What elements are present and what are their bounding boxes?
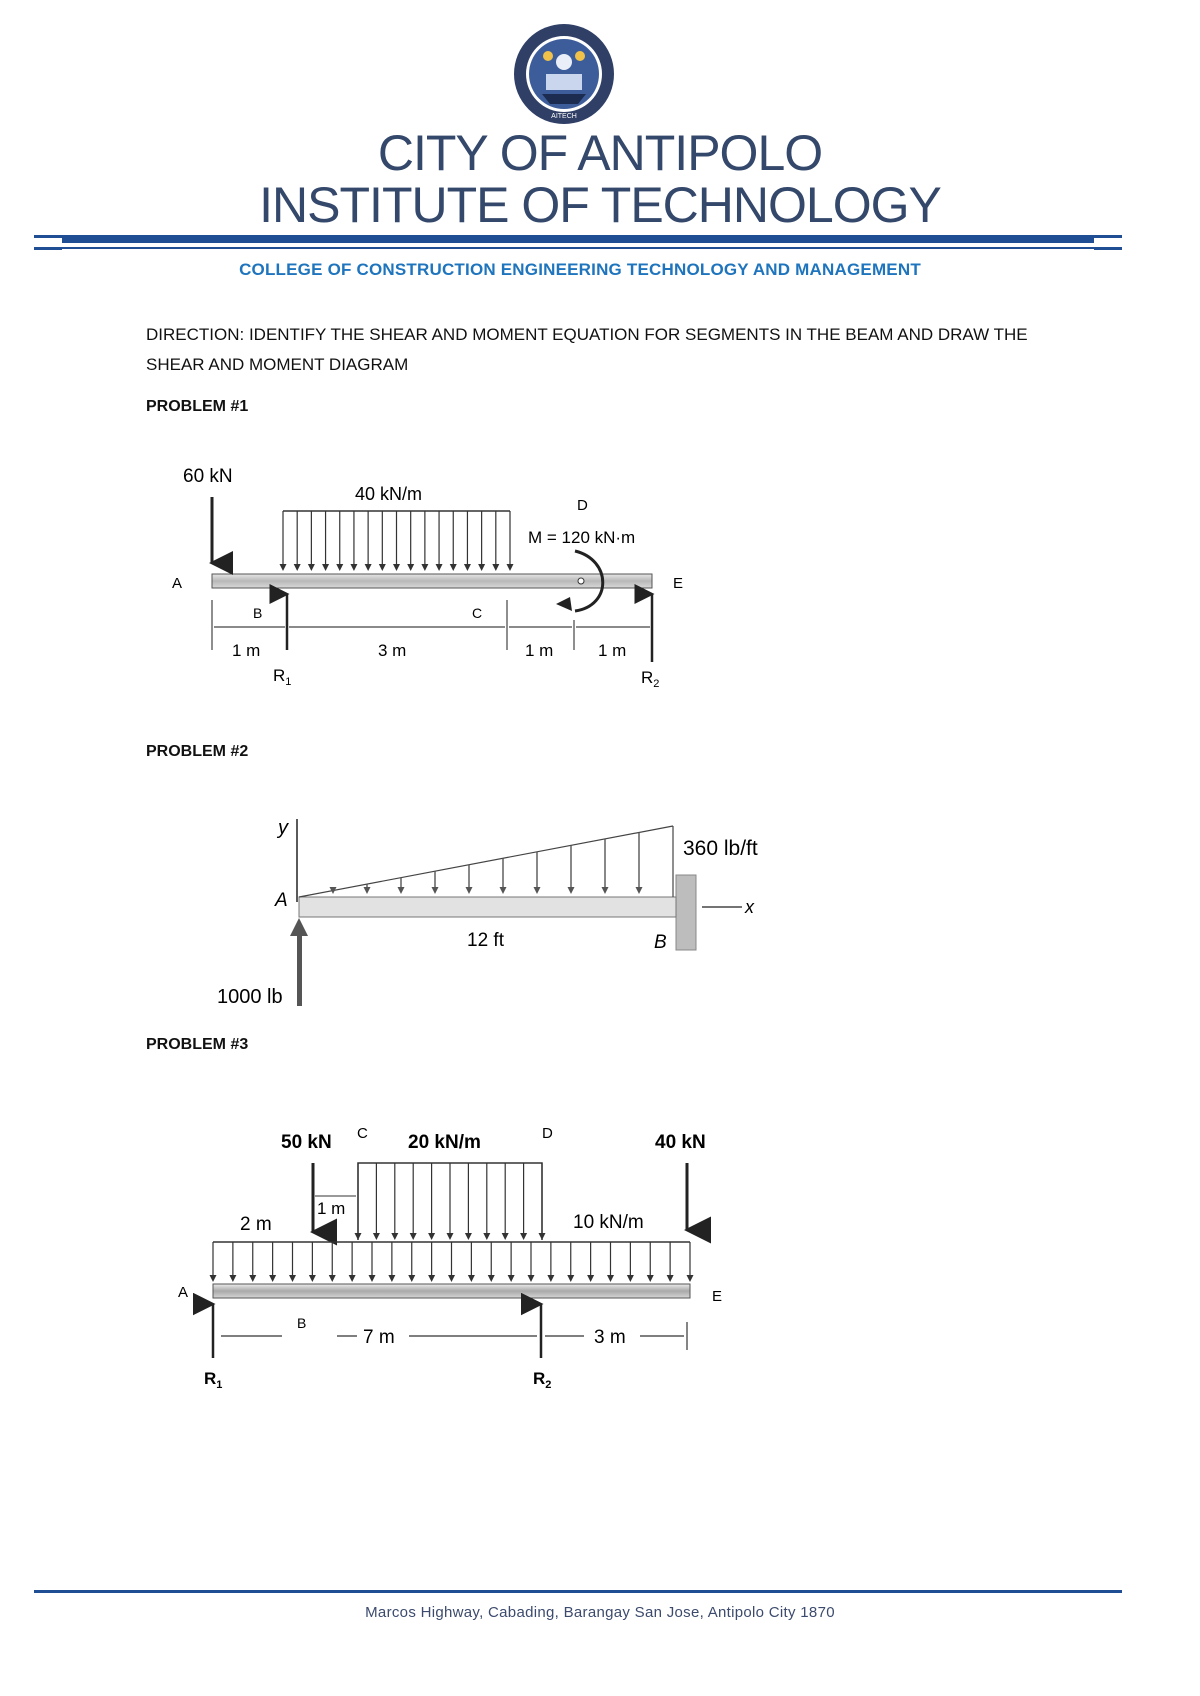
- triangular-load-arrows: [330, 832, 643, 894]
- fixed-wall: [676, 875, 696, 950]
- problem-3-title: PROBLEM #3: [146, 1036, 249, 1053]
- point-c-label: C: [472, 605, 483, 621]
- load-arrowhead: [294, 564, 301, 571]
- reaction-r1-label: $R_1$: [204, 1369, 223, 1391]
- udl-20-label: 20 kN/m: [408, 1132, 481, 1153]
- load-arrowhead: [379, 564, 386, 571]
- load-arrowhead: [534, 887, 541, 894]
- load-arrowhead: [391, 1233, 398, 1240]
- load-arrowhead: [464, 564, 471, 571]
- dim-1m-a: 1 m: [232, 641, 261, 660]
- span-3m: 3 m: [594, 1327, 626, 1348]
- load-arrowhead: [210, 1275, 217, 1282]
- load-arrowhead: [369, 1275, 376, 1282]
- load-arrowhead: [528, 1275, 535, 1282]
- reaction-r2-label: $R_2$: [641, 668, 660, 690]
- load-arrowhead: [398, 887, 405, 894]
- load-arrowhead: [667, 1275, 674, 1282]
- load-40kn-label: 40 kN: [655, 1132, 706, 1153]
- load-arrowhead: [488, 1275, 495, 1282]
- direction-text: DIRECTION: IDENTIFY THE SHEAR AND MOMENT EQUATION FOR SEGMENTS IN THE BEAM AND DRAW THE SHEAR AND MOMENT DIAGRAM: [146, 325, 1028, 374]
- load-arrowhead: [322, 564, 329, 571]
- udl-arrows: [280, 511, 514, 571]
- load-arrowhead: [468, 1275, 475, 1282]
- beam-1: [212, 574, 652, 588]
- seal-abbrev: AITECH: [551, 113, 577, 120]
- load-arrowhead: [249, 1275, 256, 1282]
- load-arrowhead: [539, 1233, 546, 1240]
- load-arrowhead: [547, 1275, 554, 1282]
- load-arrowhead: [466, 887, 473, 894]
- load-arrowhead: [568, 887, 575, 894]
- load-arrowhead: [410, 1233, 417, 1240]
- load-arrowhead: [349, 1275, 356, 1282]
- dim-1m: 1 m: [317, 1199, 346, 1218]
- load-arrowhead: [428, 1233, 435, 1240]
- dim-2m: 2 m: [240, 1214, 272, 1235]
- reaction-r2-label: $R_2$: [533, 1369, 552, 1391]
- load-arrowhead: [478, 564, 485, 571]
- point-e-label: E: [712, 1288, 723, 1305]
- dim-3m: 3 m: [378, 641, 407, 660]
- load-arrowhead: [428, 1275, 435, 1282]
- load-arrowhead: [636, 887, 643, 894]
- load-arrowhead: [502, 1233, 509, 1240]
- moment-label: M = 120 kN·m: [528, 528, 636, 547]
- point-c-label: C: [357, 1125, 368, 1142]
- load-arrowhead: [507, 564, 514, 571]
- point-a-label: A: [178, 1284, 189, 1301]
- beam-3: [213, 1284, 690, 1298]
- load-arrowhead: [350, 564, 357, 571]
- load-arrowhead: [627, 1275, 634, 1282]
- load-arrowhead: [447, 1233, 454, 1240]
- load-arrowhead: [289, 1275, 296, 1282]
- college-name: COLLEGE OF CONSTRUCTION ENGINEERING TECHNOLOGY AND MANAGEMENT: [239, 260, 921, 279]
- point-e-label: E: [673, 575, 684, 592]
- institution-line-1: CITY OF ANTIPOLO: [377, 125, 823, 181]
- load-60kn-label: 60 kN: [183, 466, 233, 487]
- reaction-r1-label: $R_1$: [273, 666, 292, 688]
- footer-address: Marcos Highway, Cabading, Barangay San Jose, Antipolo City 1870: [365, 1604, 835, 1621]
- load-arrowhead: [483, 1233, 490, 1240]
- load-arrowhead: [647, 1275, 654, 1282]
- load-arrowhead: [280, 564, 287, 571]
- header-rule: [34, 235, 1122, 243]
- load-arrowhead: [432, 887, 439, 894]
- header-rule-cap-right: [1094, 235, 1122, 251]
- point-b-label: B: [297, 1315, 307, 1331]
- load-arrowhead: [607, 1275, 614, 1282]
- reaction-arrow-shaft: [297, 934, 302, 1006]
- load-arrowhead: [364, 887, 371, 894]
- point-a-label: A: [172, 575, 183, 592]
- load-arrowhead: [393, 564, 400, 571]
- load-50kn-label: 50 kN: [281, 1132, 332, 1153]
- load-arrowhead: [567, 1275, 574, 1282]
- dist-load-label: 40 kN/m: [355, 484, 423, 504]
- point-d-label: D: [577, 497, 588, 514]
- load-arrowhead: [500, 887, 507, 894]
- problem-2-title: PROBLEM #2: [146, 743, 249, 760]
- udl-10-label: 10 kN/m: [573, 1212, 644, 1233]
- load-arrowhead: [365, 564, 372, 571]
- y-axis-label: y: [278, 817, 288, 839]
- load-arrowhead: [508, 1275, 515, 1282]
- x-axis-label: x: [745, 897, 754, 917]
- problem-1-title: PROBLEM #1: [146, 398, 249, 415]
- load-arrowhead: [421, 564, 428, 571]
- load-arrowhead: [229, 1275, 236, 1282]
- load-arrowhead: [465, 1233, 472, 1240]
- load-arrowhead: [308, 564, 315, 571]
- reaction-label: 1000 lb: [217, 986, 283, 1008]
- dim-1m-c: 1 m: [598, 641, 627, 660]
- load-arrowhead: [492, 564, 499, 571]
- beam-2: [299, 897, 676, 917]
- problem-3-beam-diagram: [160, 1110, 740, 1400]
- load-arrowhead: [336, 564, 343, 571]
- udl-20-arrows: [355, 1163, 546, 1240]
- load-arrowhead: [436, 564, 443, 571]
- load-arrowhead: [450, 564, 457, 571]
- load-arrowhead: [309, 1275, 316, 1282]
- span-7m: 7 m: [363, 1327, 395, 1348]
- load-arrowhead: [355, 1233, 362, 1240]
- problem-1-beam-diagram: [150, 455, 710, 695]
- load-arrowhead: [388, 1275, 395, 1282]
- load-arrowhead: [373, 1233, 380, 1240]
- institution-line-2: INSTITUTE OF TECHNOLOGY: [259, 177, 941, 233]
- institution-name: [0, 125, 1200, 233]
- load-arrowhead: [520, 1233, 527, 1240]
- point-b-label: B: [654, 932, 667, 953]
- footer-rule: [34, 1590, 1122, 1593]
- load-arrowhead: [408, 1275, 415, 1282]
- header-rule-thin: [34, 247, 1122, 249]
- span-label: 12 ft: [467, 930, 504, 951]
- load-arrowhead: [602, 887, 609, 894]
- load-arrowhead: [448, 1275, 455, 1282]
- point-b-label: B: [253, 605, 263, 621]
- load-arrowhead: [587, 1275, 594, 1282]
- load-arrowhead: [687, 1275, 694, 1282]
- point-d-label: D: [542, 1125, 553, 1142]
- load-arrowhead: [329, 1275, 336, 1282]
- dim-1m-b: 1 m: [525, 641, 554, 660]
- load-label: 360 lb/ft: [683, 837, 758, 860]
- header-rule-cap-left: [34, 235, 62, 251]
- problem-2-beam-diagram: [190, 800, 790, 1020]
- load-arrowhead: [407, 564, 414, 571]
- load-arrowhead: [269, 1275, 276, 1282]
- point-a-label: A: [275, 890, 288, 911]
- institute-seal-logo: [512, 22, 616, 126]
- udl-10-arrows: [210, 1242, 694, 1282]
